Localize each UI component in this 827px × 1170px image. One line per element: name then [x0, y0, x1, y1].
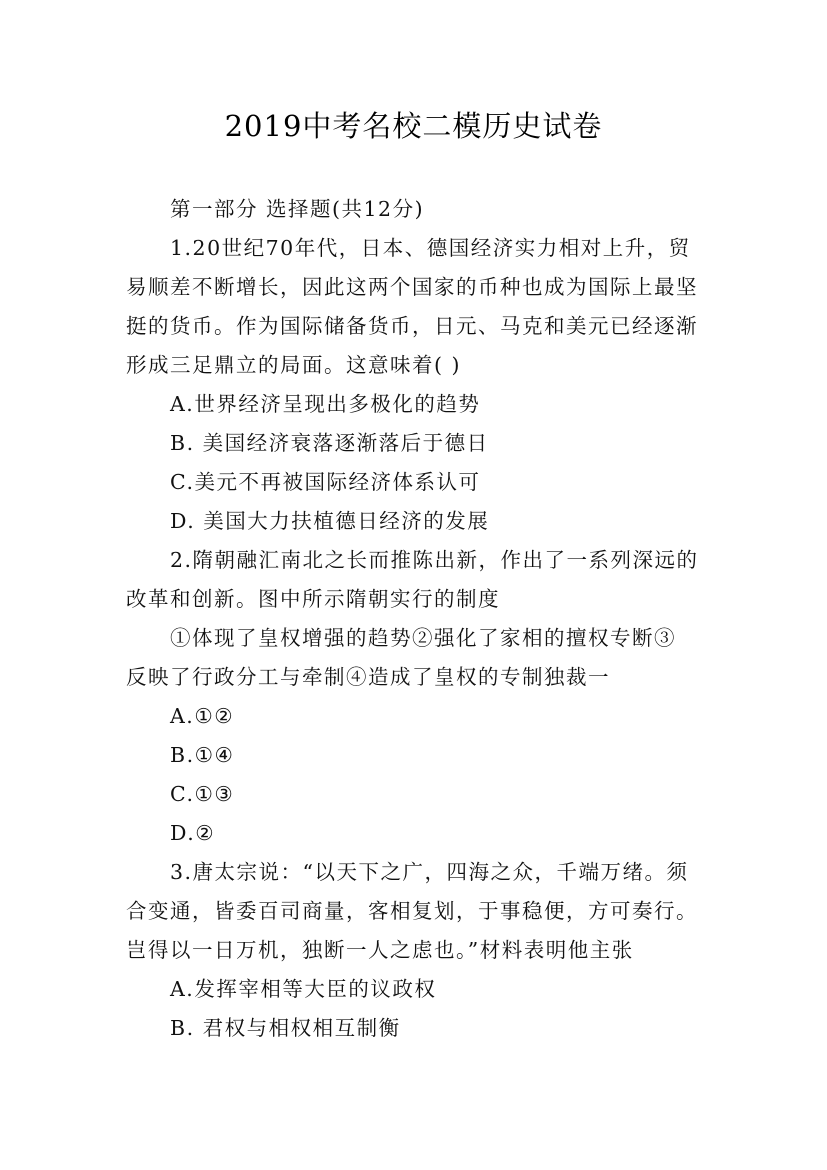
text-line: 第一部分 选择题(共12分)	[170, 197, 425, 221]
text-line: A.世界经济呈现出多极化的趋势	[170, 392, 481, 416]
text-line: A.发挥宰相等大臣的议政权	[170, 977, 437, 1001]
text-line: 形成三足鼎立的局面。这意味着( )	[126, 353, 462, 377]
text-line: 2.隋朝融汇南北之长而推陈出新，作出了一系列深远的	[170, 548, 699, 572]
text-line: 反映了行政分工与牵制④造成了皇权的专制独裁一	[126, 665, 610, 689]
text-line: B.①④	[170, 743, 235, 767]
page-title: 2019中考名校二模历史试卷	[224, 109, 603, 143]
text-line: 合变通，皆委百司商量，客相复划，于事稳便，方可奏行。	[126, 899, 698, 923]
text-line: D. 美国大力扶植德日经济的发展	[170, 509, 490, 533]
document-body	[126, 190, 716, 1048]
text-line: 易顺差不断增长，因此这两个国家的币种也成为国际上最坚	[126, 275, 698, 299]
text-line: 挺的货币。作为国际储备货币，日元、马克和美元已经逐渐	[126, 314, 698, 338]
text-line: 1.20世纪70年代，日本、德国经济实力相对上升，贸	[170, 236, 691, 260]
text-line: 改革和创新。图中所示隋朝实行的制度	[126, 587, 500, 611]
text-line: D.②	[170, 821, 216, 845]
text-line: B. 君权与相权相互制衡	[170, 1016, 401, 1040]
text-line: 3.唐太宗说：“以天下之广，四海之众，千端万绪。须	[170, 860, 689, 884]
text-line: A.①②	[170, 704, 235, 728]
text-line: B. 美国经济衰落逐渐落后于德日	[170, 431, 489, 455]
text-line: ①体现了皇权增强的趋势②强化了家相的擅权专断③	[170, 626, 676, 650]
text-line: 岂得以一日万机，独断一人之虑也。”材料表明他主张	[126, 938, 634, 962]
text-line: C.①③	[170, 782, 235, 806]
text-line: C.美元不再被国际经济体系认可	[170, 470, 481, 494]
